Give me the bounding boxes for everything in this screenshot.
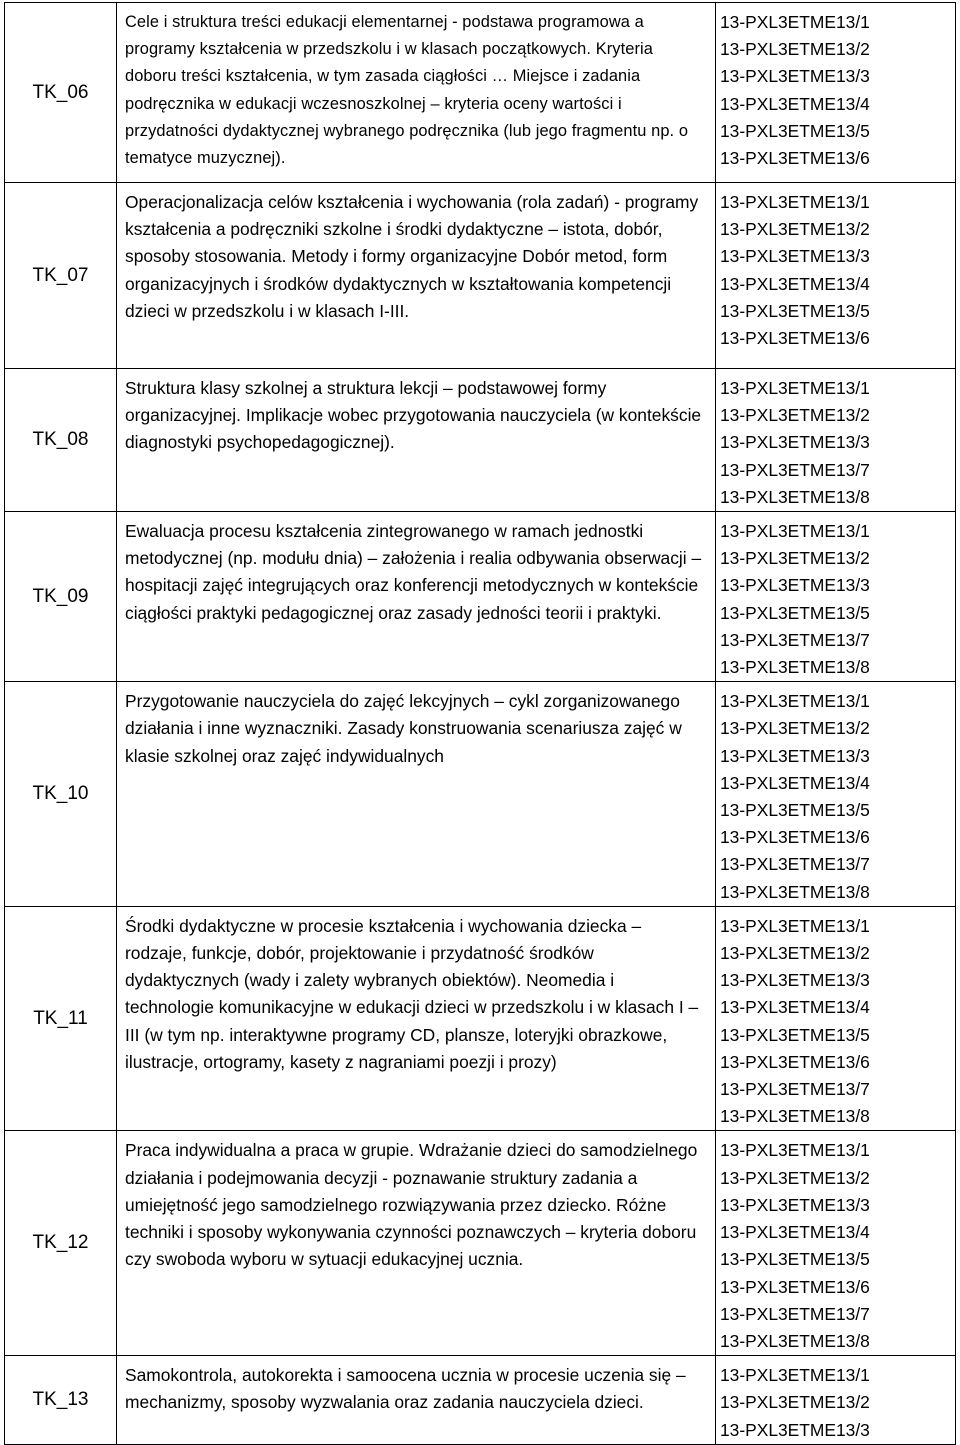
table-row <box>5 906 956 1131</box>
reference-code: 13-PXL3ETME13/5 <box>720 120 870 141</box>
row-references <box>716 183 956 369</box>
reference-code: 13-PXL3ETME13/5 <box>720 602 870 623</box>
reference-code: 13-PXL3ETME13/7 <box>720 1079 870 1100</box>
reference-code: 13-PXL3ETME13/1 <box>720 12 870 32</box>
row-code: TK_07 <box>5 183 117 369</box>
reference-code: 13-PXL3ETME13/1 <box>720 915 870 936</box>
row-description: Środki dydaktyczne w procesie kształcenia i wychowania dziecka – rodzaje, funkcje, dobór, projektowanie i przydatność środków dydaktycznych (wady i zalety wybranych obiektów). Neomedia i technologie komunikacyjne w edukacji dzieci w przedszkolu i w klasach I – III (w tym np. interaktywne programy CD, plansze, loteryjki obrazkowe, ilustracje, ortogramy, kasety z nagraniami poezji i prozy) <box>117 906 716 1131</box>
row-references <box>716 1356 956 1445</box>
table-row <box>5 512 956 682</box>
reference-code: 13-PXL3ETME13/1 <box>720 1140 870 1161</box>
reference-code: 13-PXL3ETME13/7 <box>720 854 870 875</box>
reference-code: 13-PXL3ETME13/8 <box>720 657 870 678</box>
reference-code: 13-PXL3ETME13/7 <box>720 629 870 650</box>
reference-code: 13-PXL3ETME13/2 <box>720 1167 870 1188</box>
row-code: TK_11 <box>5 906 117 1131</box>
reference-code: 13-PXL3ETME13/2 <box>720 1392 870 1413</box>
row-description: Ewaluacja procesu kształcenia zintegrowanego w ramach jednostki metodycznej (np. modułu dnia) – założenia i realia odbywania obserwacji – hospitacji zajęć integrujących oraz konferencji metodycznych w kontekście ciągłości praktyki pedagogicznej oraz zasady jedności teorii i praktyki. <box>117 512 716 682</box>
reference-code: 13-PXL3ETME13/1 <box>720 1365 870 1386</box>
row-description: Praca indywidualna a praca w grupie. Wdrażanie dzieci do samodzielnego działania i podejmowania decyzji - poznawanie struktury zadania a umiejętność jego samodzielnego rozwiązywania przez dziecko. Różne techniki i sposoby wykonywania czynności poznawczych – kryteria doboru czy swoboda wyboru w sytuacji edukacyjnej ucznia. <box>117 1131 716 1356</box>
reference-code: 13-PXL3ETME13/6 <box>720 1276 870 1297</box>
reference-code: 13-PXL3ETME13/2 <box>720 548 870 569</box>
row-references <box>716 3 956 183</box>
row-description: Cele i struktura treści edukacji elementarnej - podstawa programowa a programy kształcenia w przedszkolu i w klasach początkowych. Kryteria doboru treści kształcenia, w tym zasada ciągłości … Miejsce i zadania podręcznika w edukacji wczesnoszkolnej – kryteria oceny wartości i przydatności dydaktycznej wybranego podręcznika (lub jego fragmentu np. o tematyce muzycznej). <box>117 3 716 183</box>
reference-code: 13-PXL3ETME13/1 <box>720 521 870 542</box>
reference-code: 13-PXL3ETME13/4 <box>720 1222 870 1243</box>
row-code: TK_06 <box>5 3 117 183</box>
row-code: TK_08 <box>5 369 117 512</box>
reference-code: 13-PXL3ETME13/3 <box>720 1419 870 1440</box>
reference-code: 13-PXL3ETME13/4 <box>720 772 870 793</box>
reference-code: 13-PXL3ETME13/1 <box>720 691 870 712</box>
row-description: Przygotowanie nauczyciela do zajęć lekcyjnych – cykl zorganizowanego działania i inne wyznaczniki. Zasady konstruowania scenariusza zajęć w klasie szkolnej oraz zajęć indywidualnych <box>117 682 716 907</box>
reference-code: 13-PXL3ETME13/2 <box>720 39 870 60</box>
reference-code: 13-PXL3ETME13/4 <box>720 273 870 294</box>
table-row <box>5 369 956 512</box>
reference-code: 13-PXL3ETME13/6 <box>720 827 870 848</box>
table-row <box>5 1356 956 1445</box>
row-code: TK_09 <box>5 512 117 682</box>
reference-code: 13-PXL3ETME13/4 <box>720 93 870 114</box>
row-references <box>716 1131 956 1356</box>
reference-code: 13-PXL3ETME13/1 <box>720 192 870 212</box>
reference-code: 13-PXL3ETME13/8 <box>720 486 870 507</box>
reference-code: 13-PXL3ETME13/8 <box>720 881 870 902</box>
table-row <box>5 3 956 183</box>
reference-code: 13-PXL3ETME13/3 <box>720 575 870 596</box>
course-content-table <box>4 2 956 1445</box>
row-code: TK_10 <box>5 682 117 907</box>
reference-code: 13-PXL3ETME13/8 <box>720 1106 870 1127</box>
reference-code: 13-PXL3ETME13/2 <box>720 718 870 739</box>
table-row <box>5 183 956 369</box>
reference-code: 13-PXL3ETME13/3 <box>720 970 870 991</box>
reference-code: 13-PXL3ETME13/2 <box>720 405 870 426</box>
reference-code: 13-PXL3ETME13/1 <box>720 378 870 398</box>
reference-code: 13-PXL3ETME13/5 <box>720 800 870 821</box>
row-references <box>716 906 956 1131</box>
row-references <box>716 682 956 907</box>
table-row <box>5 682 956 907</box>
reference-code: 13-PXL3ETME13/8 <box>720 1330 870 1351</box>
reference-code: 13-PXL3ETME13/6 <box>720 1051 870 1072</box>
reference-code: 13-PXL3ETME13/5 <box>720 1024 870 1045</box>
row-references <box>716 369 956 512</box>
row-description: Struktura klasy szkolnej a struktura lekcji – podstawowej formy organizacyjnej. Implikacje wobec przygotowania nauczyciela (w kontekście diagnostyki psychopedagogicznej). <box>117 369 716 512</box>
reference-code: 13-PXL3ETME13/6 <box>720 328 870 349</box>
reference-code: 13-PXL3ETME13/6 <box>720 148 870 169</box>
reference-code: 13-PXL3ETME13/4 <box>720 997 870 1018</box>
reference-code: 13-PXL3ETME13/2 <box>720 219 870 240</box>
row-code: TK_13 <box>5 1356 117 1445</box>
reference-code: 13-PXL3ETME13/2 <box>720 943 870 964</box>
reference-code: 13-PXL3ETME13/3 <box>720 432 870 453</box>
reference-code: 13-PXL3ETME13/3 <box>720 66 870 87</box>
reference-code: 13-PXL3ETME13/7 <box>720 1303 870 1324</box>
reference-code: 13-PXL3ETME13/5 <box>720 1249 870 1270</box>
row-code: TK_12 <box>5 1131 117 1356</box>
reference-code: 13-PXL3ETME13/5 <box>720 300 870 321</box>
reference-code: 13-PXL3ETME13/3 <box>720 1194 870 1215</box>
row-description: Samokontrola, autokorekta i samoocena ucznia w procesie uczenia się – mechanizmy, sposoby wyzwalania oraz zadania nauczyciela dzieci. <box>117 1356 716 1445</box>
row-references <box>716 512 956 682</box>
row-description: Operacjonalizacja celów kształcenia i wychowania (rola zadań) - programy kształcenia a podręczniki szkolne i środki dydaktyczne – istota, dobór, sposoby stosowania. Metody i formy organizacyjne Dobór metod, form organizacyjnych i środków dydaktycznych w kształtowania kompetencji dzieci w przedszkolu i w klasach I-III. <box>117 183 716 369</box>
reference-code: 13-PXL3ETME13/3 <box>720 745 870 766</box>
table-row <box>5 1131 956 1356</box>
reference-code: 13-PXL3ETME13/3 <box>720 246 870 267</box>
reference-code: 13-PXL3ETME13/7 <box>720 459 870 480</box>
